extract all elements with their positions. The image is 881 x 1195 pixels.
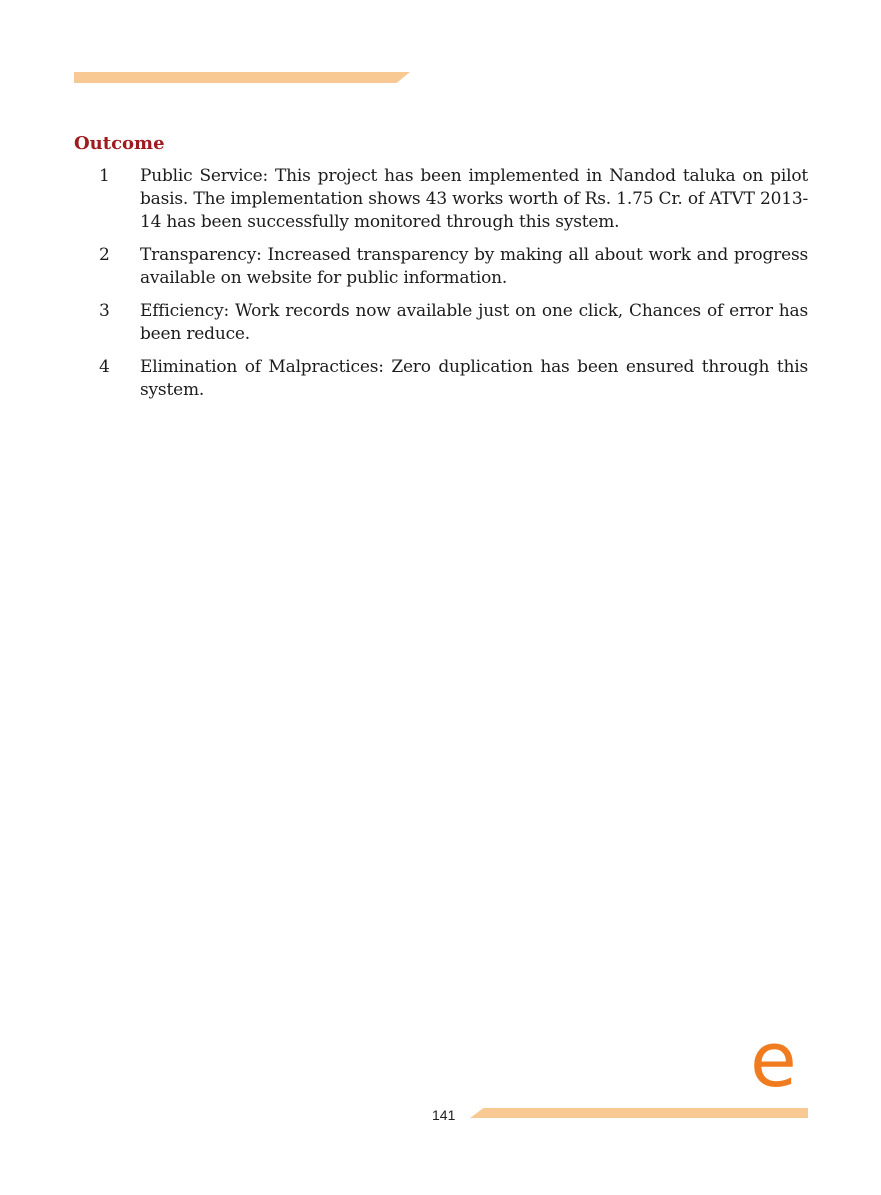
item-number: 4 [99,357,110,377]
item-text: Public Service: This project has been implemented in Nandod taluka on pilot basis. The implementation shows 43 works worth of Rs. 1.75 Cr. of ATVT 2013-14 has been successfully monitored through this system. [140,166,808,232]
item-number: 3 [99,301,110,321]
item-number: 1 [99,166,110,186]
item-text: Transparency: Increased transparency by making all about work and progress available on website for public information. [140,245,808,288]
top-accent-bar [74,72,410,83]
list-item [96,165,808,234]
list-item [96,300,808,346]
e-logo-icon: e [750,1015,797,1104]
item-number: 2 [99,245,110,265]
outcome-list [96,165,808,412]
list-item [96,356,808,402]
item-text: Elimination of Malpractices: Zero duplication has been ensured through this system. [140,357,808,400]
bottom-accent-bar [470,1108,808,1118]
item-text: Efficiency: Work records now available just on one click, Chances of error has been reduce. [140,301,808,344]
list-item [96,244,808,290]
page-number: 141 [432,1107,456,1123]
section-heading: Outcome [74,133,165,154]
